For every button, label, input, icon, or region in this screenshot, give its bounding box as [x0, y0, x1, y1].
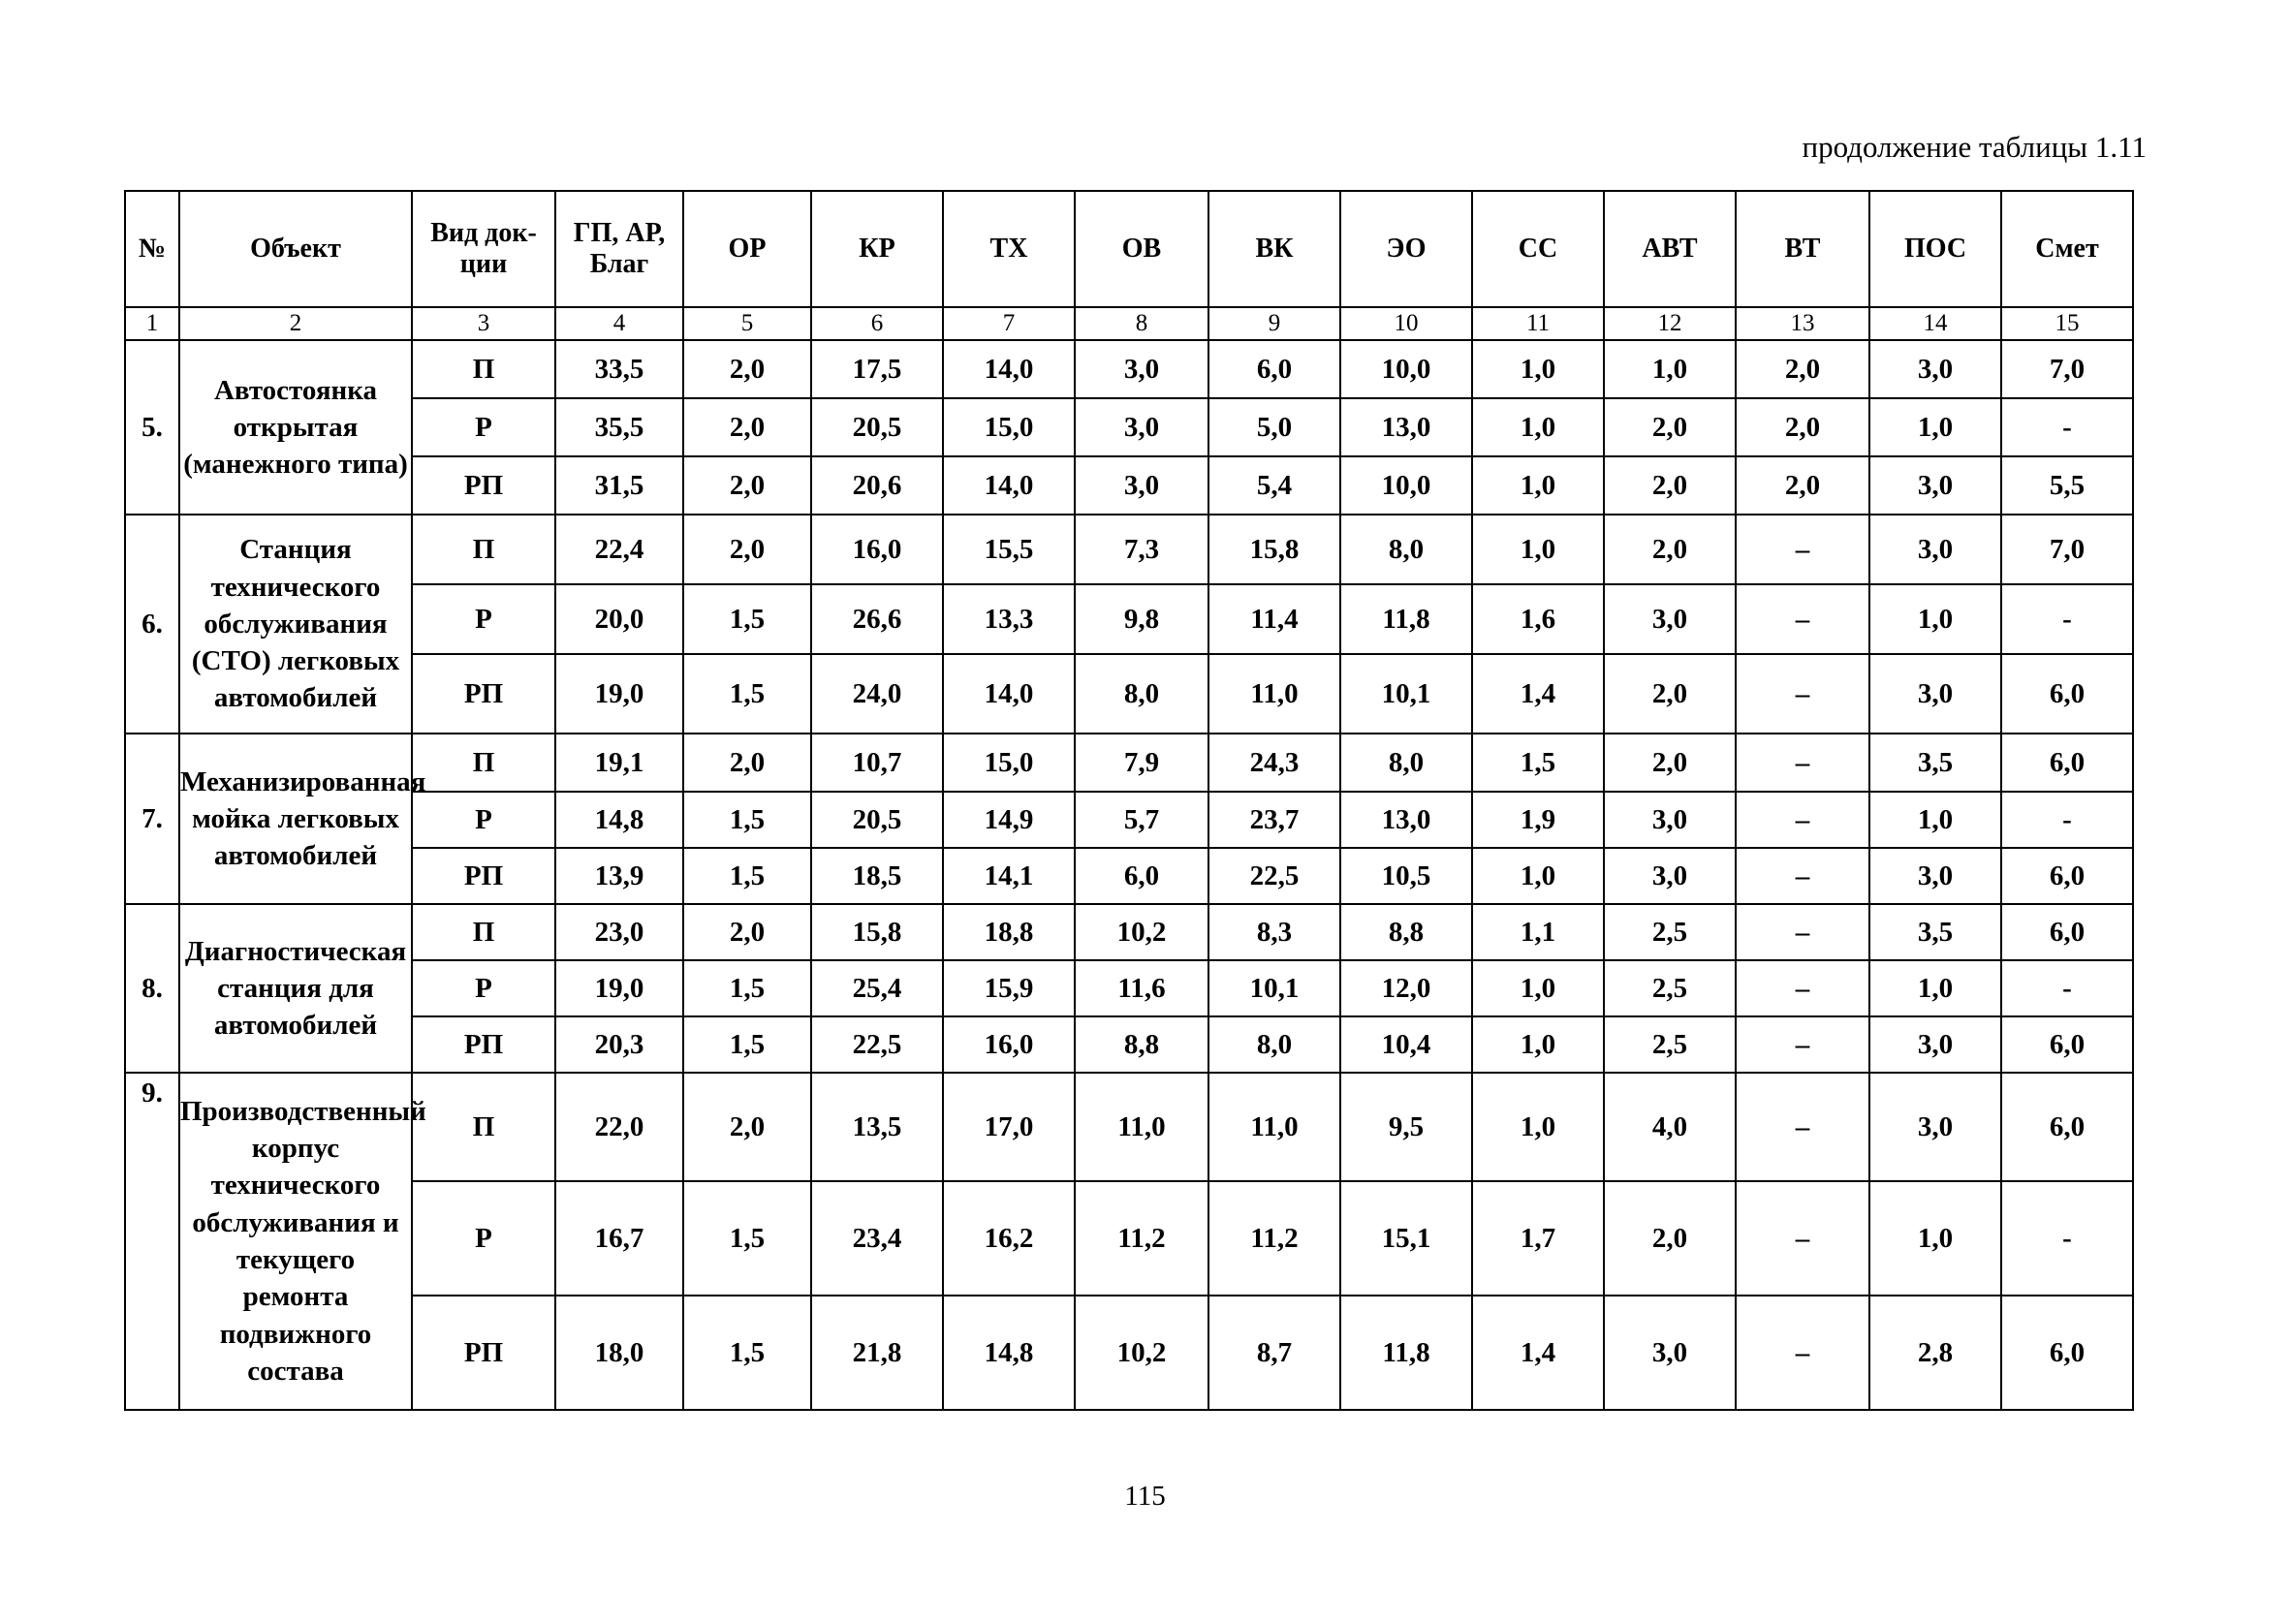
value-cell: 4,0 [1604, 1073, 1736, 1181]
value-cell: 1,5 [683, 848, 811, 904]
doc-type: Р [412, 584, 555, 654]
value-cell: 13,3 [943, 584, 1075, 654]
value-cell: 1,5 [683, 654, 811, 734]
value-cell: 15,5 [943, 515, 1075, 584]
value-cell: 1,0 [1869, 960, 2001, 1016]
doc-type: Р [412, 960, 555, 1016]
value-cell: 3,0 [1869, 456, 2001, 515]
value-cell: 1,5 [683, 1181, 811, 1296]
value-cell: 3,0 [1869, 1073, 2001, 1181]
row-number: 6. [125, 515, 179, 734]
column-number: 12 [1604, 307, 1736, 340]
value-cell: 8,3 [1208, 904, 1340, 960]
value-cell: 6,0 [1075, 848, 1208, 904]
doc-type: П [412, 904, 555, 960]
table-caption: продолжение таблицы 1.11 [1802, 130, 2147, 164]
object-name: Станция технического обслуживания (СТО) легковых автомобилей [179, 515, 412, 734]
value-cell: 14,0 [943, 654, 1075, 734]
value-cell: 1,0 [1472, 515, 1604, 584]
value-cell: 3,0 [1075, 398, 1208, 456]
value-cell: - [2001, 1181, 2133, 1296]
doc-type: РП [412, 1016, 555, 1073]
value-cell: 5,5 [2001, 456, 2133, 515]
value-cell: 20,5 [811, 398, 943, 456]
value-cell: 10,7 [811, 734, 943, 792]
column-number: 10 [1340, 307, 1472, 340]
value-cell: 13,0 [1340, 792, 1472, 848]
value-cell: 15,8 [1208, 515, 1340, 584]
value-cell: – [1736, 584, 1869, 654]
value-cell: 6,0 [1208, 340, 1340, 398]
value-cell: 3,0 [1075, 340, 1208, 398]
value-cell: 1,0 [1472, 1073, 1604, 1181]
value-cell: 19,1 [555, 734, 683, 792]
column-header: ТХ [943, 191, 1075, 307]
column-number: 5 [683, 307, 811, 340]
value-cell: 1,0 [1472, 1016, 1604, 1073]
value-cell: 1,0 [1869, 792, 2001, 848]
value-cell: – [1736, 1073, 1869, 1181]
value-cell: 5,7 [1075, 792, 1208, 848]
row-number: 8. [125, 904, 179, 1073]
value-cell: 3,5 [1869, 734, 2001, 792]
value-cell: 17,5 [811, 340, 943, 398]
column-number: 3 [412, 307, 555, 340]
column-header: № [125, 191, 179, 307]
table-row [125, 792, 2133, 848]
value-cell: 1,1 [1472, 904, 1604, 960]
value-cell: 15,9 [943, 960, 1075, 1016]
row-number: 5. [125, 340, 179, 515]
value-cell: 14,8 [555, 792, 683, 848]
column-number: 9 [1208, 307, 1340, 340]
value-cell: 19,0 [555, 960, 683, 1016]
value-cell: 2,0 [1604, 734, 1736, 792]
value-cell: 8,0 [1208, 1016, 1340, 1073]
object-name: Механизированная мойка легковых автомобилей [179, 734, 412, 904]
value-cell: 1,0 [1869, 584, 2001, 654]
value-cell: 7,0 [2001, 515, 2133, 584]
table-row [125, 734, 2133, 792]
doc-type: Р [412, 1181, 555, 1296]
value-cell: 13,5 [811, 1073, 943, 1181]
column-header: ПОС [1869, 191, 2001, 307]
header-row [125, 191, 2133, 307]
value-cell: 1,6 [1472, 584, 1604, 654]
value-cell: 2,0 [683, 456, 811, 515]
value-cell: 11,2 [1075, 1181, 1208, 1296]
value-cell: 7,9 [1075, 734, 1208, 792]
value-cell: 1,0 [1472, 848, 1604, 904]
value-cell: 18,8 [943, 904, 1075, 960]
value-cell: – [1736, 792, 1869, 848]
doc-type: РП [412, 1296, 555, 1410]
column-number: 8 [1075, 307, 1208, 340]
value-cell: 13,9 [555, 848, 683, 904]
value-cell: 8,0 [1075, 654, 1208, 734]
value-cell: 3,0 [1075, 456, 1208, 515]
value-cell: 11,0 [1208, 1073, 1340, 1181]
value-cell: 12,0 [1340, 960, 1472, 1016]
value-cell: 1,4 [1472, 1296, 1604, 1410]
page-number: 115 [1124, 1481, 1166, 1512]
column-number: 2 [179, 307, 412, 340]
value-cell: 2,0 [1604, 515, 1736, 584]
value-cell: 24,0 [811, 654, 943, 734]
value-cell: 10,0 [1340, 340, 1472, 398]
value-cell: 2,0 [683, 904, 811, 960]
value-cell: 2,0 [683, 734, 811, 792]
value-cell: 18,5 [811, 848, 943, 904]
doc-type: РП [412, 848, 555, 904]
value-cell: 8,8 [1340, 904, 1472, 960]
value-cell: 20,6 [811, 456, 943, 515]
value-cell: 15,1 [1340, 1181, 1472, 1296]
value-cell: 9,8 [1075, 584, 1208, 654]
value-cell: 15,0 [943, 734, 1075, 792]
value-cell: 1,5 [683, 1016, 811, 1073]
doc-type: П [412, 734, 555, 792]
value-cell: 15,0 [943, 398, 1075, 456]
value-cell: 2,0 [1604, 398, 1736, 456]
value-cell: 20,5 [811, 792, 943, 848]
value-cell: – [1736, 1181, 1869, 1296]
object-name: Диагностическая станция для автомобилей [179, 904, 412, 1073]
value-cell: 7,0 [2001, 340, 2133, 398]
value-cell: 23,7 [1208, 792, 1340, 848]
value-cell: 2,5 [1604, 1016, 1736, 1073]
value-cell: 3,0 [1869, 1016, 2001, 1073]
value-cell: 22,5 [1208, 848, 1340, 904]
doc-type: Р [412, 792, 555, 848]
value-cell: 2,5 [1604, 904, 1736, 960]
value-cell: 11,0 [1075, 1073, 1208, 1181]
value-cell: 3,0 [1869, 654, 2001, 734]
column-number: 7 [943, 307, 1075, 340]
doc-type: РП [412, 654, 555, 734]
value-cell: 25,4 [811, 960, 943, 1016]
value-cell: 6,0 [2001, 1016, 2133, 1073]
table-row [125, 456, 2133, 515]
value-cell: 1,4 [1472, 654, 1604, 734]
table-row [125, 1073, 2133, 1181]
value-cell: 1,0 [1472, 340, 1604, 398]
column-header: ОВ [1075, 191, 1208, 307]
column-header: Объект [179, 191, 412, 307]
value-cell: 10,1 [1208, 960, 1340, 1016]
value-cell: 1,0 [1472, 456, 1604, 515]
value-cell: 1,5 [683, 1296, 811, 1410]
value-cell: 8,7 [1208, 1296, 1340, 1410]
value-cell: 9,5 [1340, 1073, 1472, 1181]
table-body [125, 307, 2133, 1410]
value-cell: 19,0 [555, 654, 683, 734]
doc-type: П [412, 515, 555, 584]
value-cell: 6,0 [2001, 734, 2133, 792]
value-cell: 2,8 [1869, 1296, 2001, 1410]
value-cell: 1,5 [683, 792, 811, 848]
value-cell: – [1736, 1296, 1869, 1410]
column-header: ВК [1208, 191, 1340, 307]
value-cell: 23,4 [811, 1181, 943, 1296]
column-number: 13 [1736, 307, 1869, 340]
column-header: ГП, АР, Благ [555, 191, 683, 307]
column-number: 15 [2001, 307, 2133, 340]
value-cell: 6,0 [2001, 654, 2133, 734]
value-cell: 15,8 [811, 904, 943, 960]
value-cell: 3,0 [1604, 848, 1736, 904]
column-number: 6 [811, 307, 943, 340]
value-cell: 6,0 [2001, 904, 2133, 960]
value-cell: 31,5 [555, 456, 683, 515]
value-cell: 1,0 [1472, 398, 1604, 456]
value-cell: 14,1 [943, 848, 1075, 904]
value-cell: 1,0 [1869, 398, 2001, 456]
value-cell: 20,0 [555, 584, 683, 654]
table-row [125, 340, 2133, 398]
object-name: Производственный корпус технического обслуживания и текущего ремонта подвижного состава [179, 1073, 412, 1410]
column-header: КР [811, 191, 943, 307]
value-cell: 2,0 [1736, 340, 1869, 398]
column-header: Смет [2001, 191, 2133, 307]
row-number: 7. [125, 734, 179, 904]
value-cell: 14,8 [943, 1296, 1075, 1410]
object-name: Автостоянка открытая (манежного типа) [179, 340, 412, 515]
value-cell: 11,8 [1340, 1296, 1472, 1410]
value-cell: 11,0 [1208, 654, 1340, 734]
value-cell: - [2001, 960, 2133, 1016]
value-cell: 35,5 [555, 398, 683, 456]
value-cell: 2,0 [1604, 1181, 1736, 1296]
value-cell: 16,0 [811, 515, 943, 584]
value-cell: 3,5 [1869, 904, 2001, 960]
value-cell: 14,0 [943, 340, 1075, 398]
column-header: Вид док-ции [412, 191, 555, 307]
column-header: СС [1472, 191, 1604, 307]
column-header: ЭО [1340, 191, 1472, 307]
value-cell: 11,6 [1075, 960, 1208, 1016]
value-cell: 2,0 [683, 398, 811, 456]
value-cell: 1,5 [683, 584, 811, 654]
value-cell: 21,8 [811, 1296, 943, 1410]
value-cell: 14,0 [943, 456, 1075, 515]
value-cell: 23,0 [555, 904, 683, 960]
column-number: 11 [1472, 307, 1604, 340]
value-cell: 16,2 [943, 1181, 1075, 1296]
value-cell: 11,8 [1340, 584, 1472, 654]
value-cell: 8,0 [1340, 734, 1472, 792]
value-cell: 6,0 [2001, 1296, 2133, 1410]
value-cell: 2,0 [1604, 654, 1736, 734]
value-cell: 16,7 [555, 1181, 683, 1296]
column-header: ОР [683, 191, 811, 307]
value-cell: 26,6 [811, 584, 943, 654]
doc-type: П [412, 340, 555, 398]
table-row [125, 1181, 2133, 1296]
value-cell: – [1736, 1016, 1869, 1073]
value-cell: - [2001, 584, 2133, 654]
value-cell: 2,0 [1604, 456, 1736, 515]
value-cell: 10,0 [1340, 456, 1472, 515]
table-row [125, 515, 2133, 584]
table-row [125, 1016, 2133, 1073]
table-row [125, 398, 2133, 456]
value-cell: 3,0 [1604, 584, 1736, 654]
value-cell: 5,0 [1208, 398, 1340, 456]
value-cell: 3,0 [1869, 340, 2001, 398]
column-number-row [125, 307, 2133, 340]
data-table [124, 190, 2134, 1411]
value-cell: 2,0 [1736, 398, 1869, 456]
value-cell: - [2001, 792, 2133, 848]
value-cell: 22,5 [811, 1016, 943, 1073]
value-cell: 10,2 [1075, 1296, 1208, 1410]
value-cell: 3,0 [1869, 848, 2001, 904]
value-cell: 14,9 [943, 792, 1075, 848]
value-cell: 24,3 [1208, 734, 1340, 792]
value-cell: – [1736, 734, 1869, 792]
row-number: 9. [125, 1073, 179, 1410]
column-header: АВТ [1604, 191, 1736, 307]
value-cell: - [2001, 398, 2133, 456]
value-cell: 1,5 [1472, 734, 1604, 792]
value-cell: 8,0 [1340, 515, 1472, 584]
value-cell: 33,5 [555, 340, 683, 398]
value-cell: 10,5 [1340, 848, 1472, 904]
value-cell: – [1736, 654, 1869, 734]
value-cell: 2,0 [683, 340, 811, 398]
doc-type: Р [412, 398, 555, 456]
value-cell: 6,0 [2001, 848, 2133, 904]
value-cell: 11,4 [1208, 584, 1340, 654]
table-row [125, 848, 2133, 904]
value-cell: 10,1 [1340, 654, 1472, 734]
value-cell: – [1736, 960, 1869, 1016]
value-cell: 11,2 [1208, 1181, 1340, 1296]
value-cell: 3,0 [1604, 1296, 1736, 1410]
value-cell: 13,0 [1340, 398, 1472, 456]
value-cell: 2,0 [683, 1073, 811, 1181]
value-cell: 2,0 [683, 515, 811, 584]
value-cell: – [1736, 848, 1869, 904]
value-cell: 18,0 [555, 1296, 683, 1410]
value-cell: 1,0 [1604, 340, 1736, 398]
value-cell: 1,7 [1472, 1181, 1604, 1296]
value-cell: 7,3 [1075, 515, 1208, 584]
table-row [125, 960, 2133, 1016]
table-row [125, 1296, 2133, 1410]
value-cell: 17,0 [943, 1073, 1075, 1181]
value-cell: 8,8 [1075, 1016, 1208, 1073]
value-cell: 22,0 [555, 1073, 683, 1181]
table-row [125, 654, 2133, 734]
value-cell: – [1736, 904, 1869, 960]
column-header: ВТ [1736, 191, 1869, 307]
value-cell: 3,0 [1869, 515, 2001, 584]
value-cell: – [1736, 515, 1869, 584]
column-number: 4 [555, 307, 683, 340]
table-row [125, 584, 2133, 654]
doc-type: П [412, 1073, 555, 1181]
value-cell: 2,5 [1604, 960, 1736, 1016]
value-cell: 6,0 [2001, 1073, 2133, 1181]
value-cell: 22,4 [555, 515, 683, 584]
column-number: 14 [1869, 307, 2001, 340]
value-cell: 10,4 [1340, 1016, 1472, 1073]
value-cell: 3,0 [1604, 792, 1736, 848]
table-row [125, 904, 2133, 960]
value-cell: 1,9 [1472, 792, 1604, 848]
value-cell: 1,0 [1869, 1181, 2001, 1296]
value-cell: 5,4 [1208, 456, 1340, 515]
value-cell: 2,0 [1736, 456, 1869, 515]
value-cell: 16,0 [943, 1016, 1075, 1073]
doc-type: РП [412, 456, 555, 515]
value-cell: 1,0 [1472, 960, 1604, 1016]
value-cell: 1,5 [683, 960, 811, 1016]
column-number: 1 [125, 307, 179, 340]
value-cell: 20,3 [555, 1016, 683, 1073]
value-cell: 10,2 [1075, 904, 1208, 960]
